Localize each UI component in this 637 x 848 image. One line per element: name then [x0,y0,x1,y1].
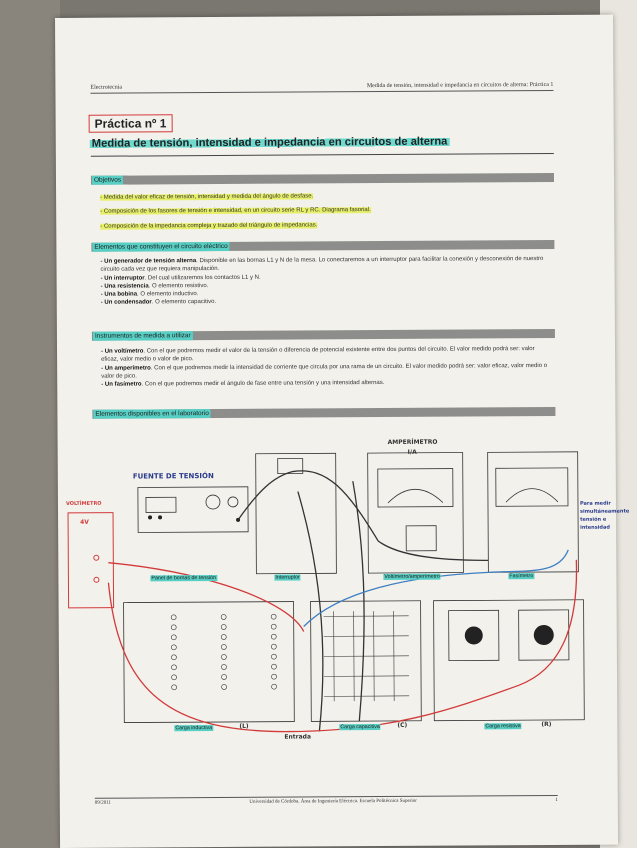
instrumento-item: - Un fasímetro. Con el que podremos medir el ángulo de fase entre una tensión y una intensidad alternas. [101,380,385,388]
elemento-item: - Una bobina. O elemento inductivo. [100,291,199,298]
footer-left: 09/2011 [94,800,112,806]
handwriting-fuente: FUENTE DE TENSIÓN [132,472,214,481]
title-rule [91,153,554,157]
background-left [0,0,60,848]
objetivos-list [100,191,550,231]
section-heading-disponibles: Elementos disponibles en el laboratorio [93,409,211,419]
footer-center: Universidad de Córdoba. Área de Ingeniería Eléctrica. Escuela Politécnica Superior [249,798,417,805]
instrumento-item: - Un voltímetro. Con el que podremos medir el valor de la tensión o diferencia de potencial existente entre dos puntos del circuito. El valor medido podrá ser: valor eficaz, valor medio o valor de pico. [101,346,535,364]
handwriting-entrada: Entrada [284,733,312,741]
handdrawn-voltmeter [68,513,114,608]
label-panel-bornas: Panel de bornas de tensión [151,575,216,582]
elementos-list [100,255,550,308]
handwriting-l: (L) [239,722,249,730]
elemento-item: - Una resistencia. O elemento resistivo. [100,282,209,290]
label-carga-inductiva: Carga inductiva [175,725,213,732]
voltage-panel-box [138,487,248,533]
section-heading-elementos: Elementos que constituyen el circuito eléctrico [92,242,229,252]
phasemeter-box [488,452,579,573]
elemento-item: - Un condensador. O elemento capacitivo. [100,299,217,307]
objetivo-item: - Composición de los fasores de tensión e intensidad, en un circuito serie RL y RC. Diagrama fasorial. [100,207,371,216]
objetivo-item: - Medida del valor eficaz de tensión, intensidad y medida del ángulo de desfase. [100,193,314,201]
instrumentos-list [101,345,551,389]
header-right: Medida de tensión, intensidad e impedancia en circuitos de alterna: Práctica 1 [366,81,554,90]
handwriting-c: (C) [397,721,408,729]
label-carga-resistiva: Carga resistiva [485,723,521,730]
main-title: Medida de tensión, intensidad e impedancia en circuitos de alterna [91,135,448,150]
handwriting-amperimetro: AMPERÍMETRO [387,438,438,446]
label-interruptor: Interruptor [275,574,300,581]
inductive-load-box [124,602,295,723]
instrumento-item: - Un amperímetro. Con el que podremos medir la intensidad de corriente que circula por una rama de un circuito. El valor medido podrá ser: valor eficaz, valor medio o valor de pico. [101,362,548,380]
label-fasimetro: Fasímetro [509,573,534,580]
label-carga-capacitiva: Carga capacitiva [340,724,380,731]
elemento-item: - Un interruptor. Del cual utilizaremos los contactos L1 y N. [100,274,261,282]
label-volt-amp: Voltímetro/amperímetro [384,573,440,580]
footer-page-number: 1 [555,797,558,803]
page-header [90,82,553,94]
handwriting-volt-value: 4V [80,518,89,526]
page-footer [95,795,558,806]
handwriting-voltimetro: VOLTÍMETRO [65,500,102,507]
section-heading-instrumentos: Instrumentos de medida a utilizar [93,331,193,341]
document-page [55,15,630,848]
capacitive-load-box [311,601,422,722]
handwriting-amp-scale: I/A [407,448,417,456]
handwriting-fasimetro-note: Para medir simultáneamente tensión e intensidad [579,500,630,531]
header-left: Electrotecnia [90,84,123,91]
section-bar-objetivos [91,173,554,185]
section-heading-objetivos: Objetivos [92,176,123,185]
handwriting-r: (R) [541,720,552,729]
objetivo-item: - Composición de la impedancia compleja y trazado del triángulo de impedancias. [100,221,318,230]
elemento-item: - Un generador de tensión alterna. Disponible en las bornas L1 y N de la mesa. Lo conectaremos a un interruptor para facilitar la conexión y desconexión de nuestro circuito cada vez que requiera manipulación. [100,256,544,274]
lab-equipment-figure [65,430,630,753]
practice-number: Práctica nº 1 [89,114,173,133]
